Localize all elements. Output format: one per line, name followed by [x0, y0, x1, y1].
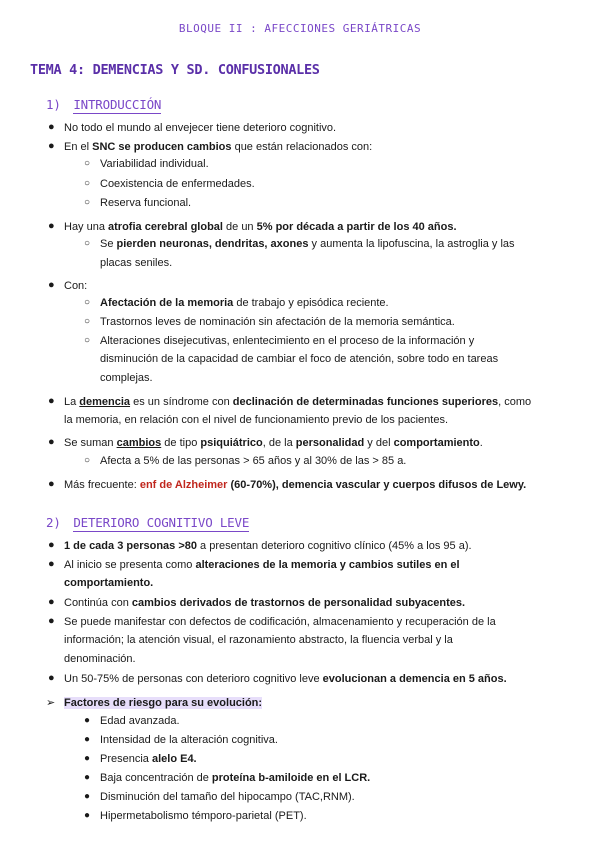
bullet-icon: ● — [48, 279, 55, 291]
list-item: Se puede manifestar con defectos de codificación, almacenamiento y recuperación de la — [64, 616, 496, 628]
bullet-icon: ● — [48, 615, 55, 627]
risk-factor-item: Hipermetabolismo témporo-parietal (PET). — [100, 810, 307, 822]
bullet-icon: ● — [84, 791, 91, 802]
sub-list-item-cont: disminución de la capacidad de cambiar el foco de atención, sobre todo en tareas — [100, 353, 499, 365]
list-item-cont: denominación. — [64, 653, 136, 665]
page-header: BLOQUE II : AFECCIONES GERIÁTRICAS — [178, 22, 422, 35]
list-item: La demencia es un síndrome con declinación de determinadas funciones superiores, como — [64, 396, 532, 408]
list-item: Hay una atrofia cerebral global de un 5% por década a partir de los 40 años. — [64, 221, 457, 233]
list-item: Continúa con cambios derivados de trastornos de personalidad subyacentes. — [64, 597, 466, 609]
section-heading-intro — [46, 97, 161, 112]
sub-list-item: Afecta a 5% de las personas > 65 años y al 30% de las > 85 a. — [100, 455, 407, 467]
list-item-cont: la memoria, en relación con el nivel de funcionamiento previo de los pacientes. — [64, 414, 448, 426]
bullet-icon: ● — [84, 753, 91, 764]
sub-list-item-cont: complejas. — [100, 372, 153, 384]
sub-bullet-icon: ○ — [84, 455, 91, 466]
risk-factors-heading: Factores de riesgo para su evolución: — [64, 697, 263, 709]
bullet-icon: ● — [84, 715, 91, 726]
arrow-bullet-icon: ➢ — [46, 697, 56, 709]
sub-bullet-icon: ○ — [84, 158, 91, 169]
section-heading-dcl — [46, 515, 249, 530]
list-item-cont: comportamiento. — [64, 577, 154, 589]
sub-bullet-icon: ○ — [84, 197, 91, 208]
sub-list-item-cont: placas seniles. — [100, 257, 173, 269]
list-item: Más frecuente: enf de Alzheimer (60-70%), demencia vascular y cuerpos difusos de Lewy. — [64, 479, 527, 491]
bullet-icon: ● — [48, 596, 55, 608]
bullet-icon: ● — [84, 772, 91, 783]
sub-list-item: Trastornos leves de nominación sin afectación de la memoria semántica. — [100, 316, 455, 328]
sub-bullet-icon: ○ — [84, 316, 91, 327]
section-number: 2) — [46, 515, 61, 530]
bullet-icon: ● — [48, 436, 55, 448]
risk-factor-item: Intensidad de la alteración cognitiva. — [100, 734, 278, 746]
topic-title: TEMA 4: DEMENCIAS Y SD. CONFUSIONALES — [30, 62, 320, 78]
sub-bullet-icon: ○ — [84, 297, 91, 308]
sub-list-item: Coexistencia de enfermedades. — [100, 178, 255, 190]
sub-bullet-icon: ○ — [84, 335, 91, 346]
bullet-icon: ● — [48, 121, 55, 133]
sub-bullet-icon: ○ — [84, 238, 91, 249]
list-item: Con: — [64, 280, 88, 292]
list-item-cont: información; la atención visual, el razonamiento abstracto, la fluencia verbal y la — [64, 634, 453, 646]
risk-factor-item: Edad avanzada. — [100, 715, 180, 727]
bullet-icon: ● — [48, 220, 55, 232]
list-item: No todo el mundo al envejecer tiene deterioro cognitivo. — [64, 122, 337, 134]
bullet-icon: ● — [84, 734, 91, 745]
risk-factor-item: Presencia alelo E4. — [100, 753, 197, 765]
risk-factor-item: Disminución del tamaño del hipocampo (TAC,RNM). — [100, 791, 355, 803]
section-number: 1) — [46, 97, 61, 112]
bullet-icon: ● — [48, 140, 55, 152]
list-item: 1 de cada 3 personas >80 a presentan deterioro cognitivo clínico (45% a los 95 a). — [64, 540, 472, 552]
section-title: DETERIORO COGNITIVO LEVE — [73, 515, 250, 530]
list-item: Al inicio se presenta como alteraciones de la memoria y cambios sutiles en el — [64, 559, 460, 571]
sub-bullet-icon: ○ — [84, 178, 91, 189]
bullet-icon: ● — [48, 395, 55, 407]
risk-factor-item: Baja concentración de proteína b-amiloide en el LCR. — [100, 772, 371, 784]
sub-list-item: Alteraciones disejecutivas, enlentecimiento en el proceso de la información y — [100, 335, 475, 347]
list-item: En el SNC se producen cambios que están relacionados con: — [64, 141, 373, 153]
sub-list-item: Afectación de la memoria de trabajo y episódica reciente. — [100, 297, 389, 309]
sub-list-item: Reserva funcional. — [100, 197, 192, 209]
bullet-icon: ● — [48, 478, 55, 490]
sub-list-item: Se pierden neuronas, dendritas, axones y aumenta la lipofuscina, la astroglia y las — [100, 238, 515, 250]
section-title: INTRODUCCIÓN — [73, 97, 162, 112]
bullet-icon: ● — [48, 539, 55, 551]
sub-list-item: Variabilidad individual. — [100, 158, 209, 170]
bullet-icon: ● — [48, 558, 55, 570]
bullet-icon: ● — [84, 810, 91, 821]
bullet-icon: ● — [48, 672, 55, 684]
list-item: Un 50-75% de personas con deterioro cognitivo leve evolucionan a demencia en 5 años. — [64, 673, 507, 685]
list-item: Se suman cambios de tipo psiquiátrico, de la personalidad y del comportamiento. — [64, 437, 483, 449]
